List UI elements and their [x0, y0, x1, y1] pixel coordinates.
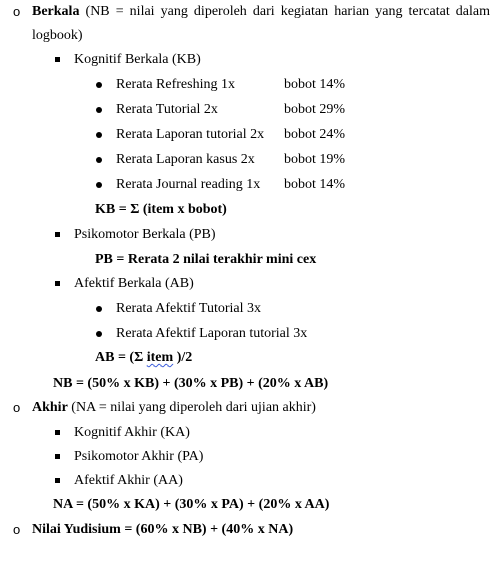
- kb-item-name: Rerata Journal reading 1x: [116, 177, 261, 192]
- kb-item-name: Rerata Tutorial 2x: [116, 102, 218, 117]
- pb-formula: PB = Rerata 2 nilai terakhir mini cex: [95, 252, 317, 267]
- berkala-title: Berkala: [32, 4, 80, 19]
- kb-item-weight: bobot 24%: [284, 127, 346, 142]
- kb-item-weight: bobot 19%: [284, 152, 346, 167]
- akhir-heading: [32, 399, 316, 417]
- akhir-item: Psikomotor Akhir (PA): [74, 449, 204, 464]
- square-bullet-icon: [55, 57, 60, 62]
- dot-bullet-icon: [96, 157, 102, 163]
- kb-formula: KB = Σ (item x bobot): [95, 202, 227, 217]
- dot-bullet-icon: [96, 306, 102, 312]
- akhir-title: Akhir: [32, 400, 68, 415]
- dot-bullet-icon: [96, 182, 102, 188]
- ab-item: Rerata Afektif Laporan tutorial 3x: [116, 326, 308, 341]
- dot-bullet-icon: [96, 331, 102, 337]
- ab-formula-pre: AB = (Σ: [95, 350, 147, 365]
- square-bullet-icon: [55, 454, 60, 459]
- square-bullet-icon: [55, 232, 60, 237]
- square-bullet-icon: [55, 281, 60, 286]
- dot-bullet-icon: [96, 132, 102, 138]
- akhir-item: Afektif Akhir (AA): [74, 473, 183, 488]
- circle-bullet-icon: o: [13, 4, 21, 19]
- circle-bullet-icon: o: [13, 400, 21, 415]
- kb-item-weight: bobot 29%: [284, 102, 346, 117]
- kb-item-weight: bobot 14%: [284, 177, 346, 192]
- ab-item: Rerata Afektif Tutorial 3x: [116, 301, 262, 316]
- berkala-desc: (NB = nilai yang diperoleh dari kegiatan harian yang tercatat dalam: [85, 4, 491, 19]
- kb-item-name: Rerata Laporan tutorial 2x: [116, 127, 265, 142]
- pb-label: Psikomotor Berkala (PB): [74, 227, 216, 242]
- square-bullet-icon: [55, 430, 60, 435]
- akhir-item: Kognitif Akhir (KA): [74, 425, 190, 440]
- kb-label: Kognitif Berkala (KB): [74, 52, 201, 67]
- yudisium-formula: Nilai Yudisium = (60% x NB) + (40% x NA): [32, 522, 294, 537]
- ab-formula: [95, 349, 192, 367]
- ab-label: Afektif Berkala (AB): [74, 276, 194, 291]
- ab-formula-post: )/2: [173, 350, 193, 365]
- na-formula: NA = (50% x KA) + (30% x PA) + (20% x AA): [53, 497, 330, 512]
- dot-bullet-icon: [96, 107, 102, 113]
- kb-item-weight: bobot 14%: [284, 77, 346, 92]
- kb-item-name: Rerata Laporan kasus 2x: [116, 152, 255, 167]
- nb-formula: NB = (50% x KB) + (30% x PB) + (20% x AB): [53, 376, 329, 391]
- dot-bullet-icon: [96, 82, 102, 88]
- circle-bullet-icon: o: [13, 522, 21, 537]
- akhir-desc: (NA = nilai yang diperoleh dari ujian akhir): [71, 400, 316, 415]
- berkala-description-line1: [32, 3, 490, 21]
- ab-formula-item: item: [146, 350, 174, 365]
- kb-item-name: Rerata Refreshing 1x: [116, 77, 235, 92]
- square-bullet-icon: [55, 478, 60, 483]
- berkala-description-line2: logbook): [32, 28, 83, 43]
